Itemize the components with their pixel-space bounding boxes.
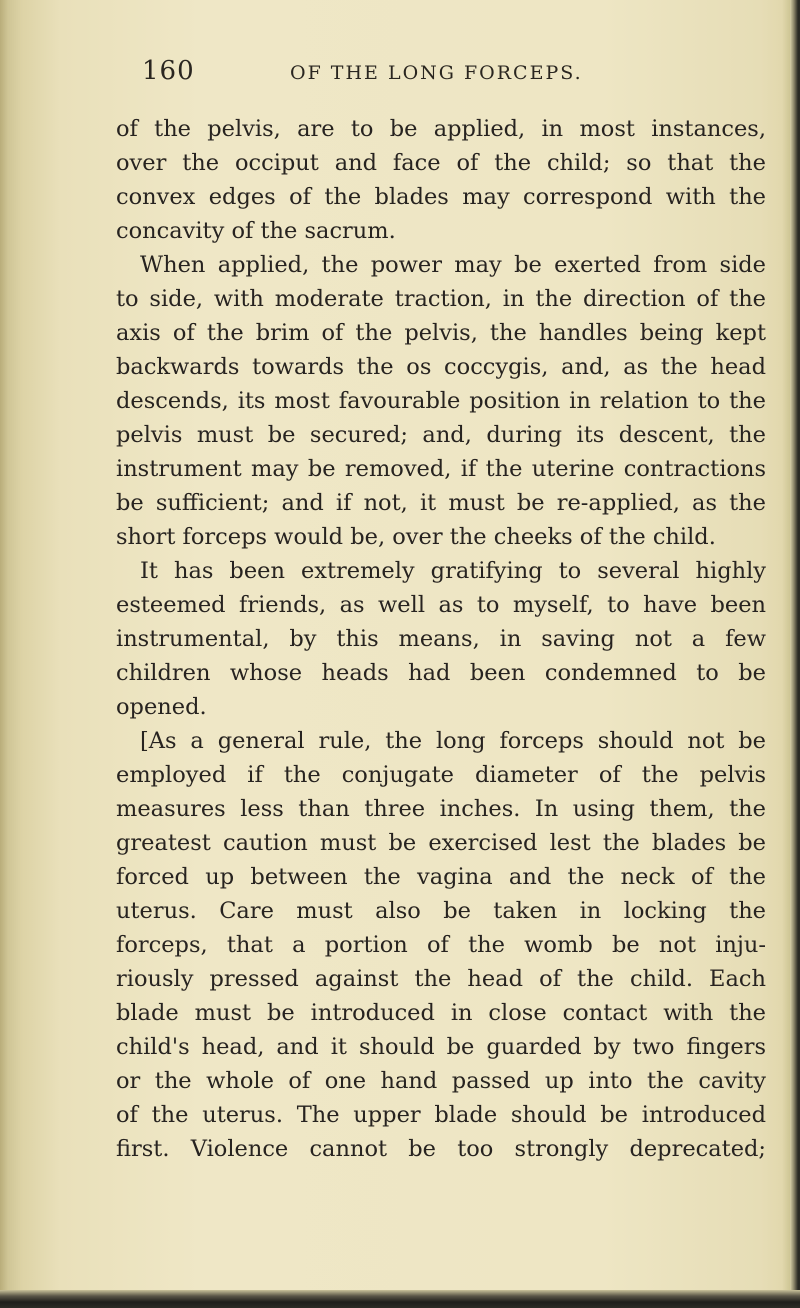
text-line: axis of the brim of the pelvis, the handles being kept [116, 320, 766, 346]
text-line: forceps, that a portion of the womb be not inju- [116, 932, 766, 958]
text-line: When applied, the power may be exerted from side [140, 252, 766, 278]
text-line: child's head, and it should be guarded by two fingers [116, 1034, 766, 1060]
text-line: It has been extremely gratifying to several highly [140, 558, 766, 584]
text-line: concavity of the sacrum. [116, 218, 396, 244]
text-line: to side, with moderate traction, in the direction of the [116, 286, 766, 312]
text-line: blade must be introduced in close contact with the [116, 1000, 766, 1026]
text-line: opened. [116, 694, 207, 720]
text-line: employed if the conjugate diameter of the pelvis [116, 762, 766, 788]
text-line: descends, its most favourable position in relation to the [116, 388, 766, 414]
text-line: backwards towards the os coccygis, and, as the head [116, 354, 766, 380]
text-line: of the pelvis, are to be applied, in most instances, [116, 116, 766, 142]
text-line: children whose heads had been condemned to be [116, 660, 766, 686]
text-line: uterus. Care must also be taken in locking the [116, 898, 766, 924]
text-line: or the whole of one hand passed up into the cavity [116, 1068, 766, 1094]
running-title: OF THE LONG FORCEPS. [290, 62, 583, 84]
text-line: convex edges of the blades may correspond with the [116, 184, 766, 210]
page-bottom-edge [0, 1290, 800, 1308]
text-line: esteemed friends, as well as to myself, to have been [116, 592, 766, 618]
text-line: first. Violence cannot be too strongly deprecated; [116, 1136, 766, 1162]
text-line: instrument may be removed, if the uterine contractions [116, 456, 766, 482]
text-line: short forceps would be, over the cheeks of the child. [116, 524, 716, 550]
text-line: of the uterus. The upper blade should be introduced [116, 1102, 766, 1128]
text-line: instrumental, by this means, in saving not a few [116, 626, 766, 652]
text-line: over the occiput and face of the child; so that the [116, 150, 766, 176]
text-line: riously pressed against the head of the child. Each [116, 966, 766, 992]
page-number: 160 [142, 56, 195, 86]
text-line: measures less than three inches. In using them, the [116, 796, 766, 822]
page-edge-shadow [783, 1020, 789, 1160]
body-text [116, 112, 766, 1166]
text-line: forced up between the vagina and the neck of the [116, 864, 766, 890]
page-right-edge [790, 0, 800, 1308]
text-line: be sufficient; and if not, it must be re-applied, as the [116, 490, 766, 516]
page-header [142, 56, 782, 96]
text-line: greatest caution must be exercised lest the blades be [116, 830, 766, 856]
text-line: pelvis must be secured; and, during its descent, the [116, 422, 766, 448]
text-line: [As a general rule, the long forceps should not be [140, 728, 766, 754]
